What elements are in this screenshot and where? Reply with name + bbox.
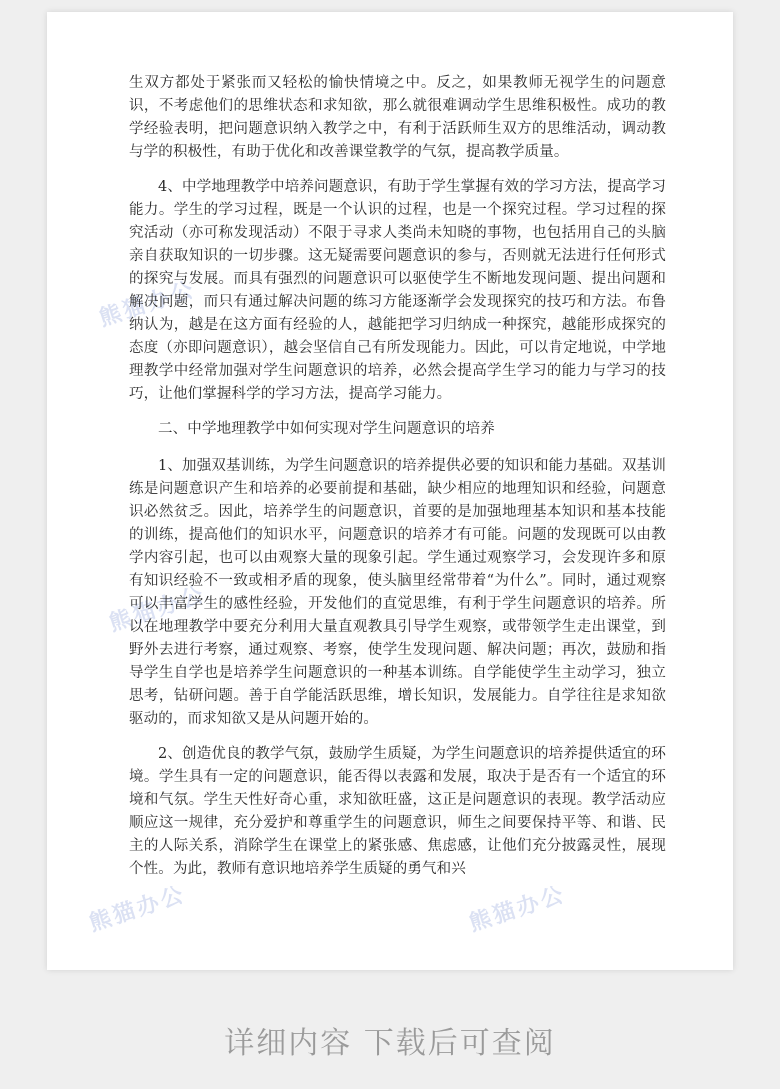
download-prompt: 详细内容 下载后可查阅 (224, 1026, 556, 1061)
document-page (47, 12, 733, 970)
watermark: 熊猫办公 (96, 277, 200, 332)
section-heading: 二、中学地理教学中如何实现对学生问题意识的培养 (158, 421, 495, 437)
paragraph-point-4: 4、中学地理教学中培养问题意识，有助于学生掌握有效的学习方法，提高学习能力。学生的学习过程，既是一个认识的过程，也是一个探究过程。学习过程的探究活动（亦可称发现活动）不限于寻求人类尚未知晓的事物，也包括用自己的头脑亲自获取知识的一切步骤。这无疑需要问题意识的参与，否则就无法进行任何形式的探究与发展。而具有强烈的问题意识可以驱使学生不断地发现问题、提出问题和解决问题，而只有通过解决问题的练习方能逐渐学会发现探究的技巧和方法。布鲁纳认为，越是在这方面有经验的人，越能把学习归纳成一种探究，越能形成探究的态度（亦即问题意识），越会坚信自己有所发现能力。因此，可以肯定地说，中学地理教学中经常加强对学生问题意识的培养，必然会提高学生学习的能力与学习的技巧，让他们掌握科学的学习方法，提高学习能力。 (129, 179, 666, 402)
paragraph-continuation: 生双方都处于紧张而又轻松的愉快情境之中。反之，如果教师无视学生的问题意识，不考虑他们的思维状态和求知欲，那么就很难调动学生思维积极性。成功的教学经验表明，把问题意识纳入教学之中，有利于活跃师生双方的思维活动，调动教与学的积极性，有助于优化和改善课堂教学的气氛，提高教学质量。 (129, 75, 666, 160)
watermark: 熊猫办公 (106, 582, 210, 637)
watermark: 熊猫办公 (86, 882, 190, 937)
watermark: 熊猫办公 (466, 882, 570, 937)
paragraph-point-2: 2、创造优良的教学气氛，鼓励学生质疑，为学生问题意识的培养提供适宜的环境。学生具有一定的问题意识，能否得以表露和发展，取决于是否有一个适宜的环境和气氛。学生天性好奇心重，求知欲旺盛，这正是问题意识的表现。教学活动应顺应这一规律，充分爱护和尊重学生的问题意识，师生之间要保持平等、和谐、民主的人际关系，消除学生在课堂上的紧张感、焦虑感，让他们充分披露灵性，展现个性。为此，教师有意识地培养学生质疑的勇气和兴 (129, 746, 666, 877)
paragraph-point-1: 1、加强双基训练，为学生问题意识的培养提供必要的知识和能力基础。双基训练是问题意识产生和培养的必要前提和基础，缺少相应的地理知识和经验，问题意识必然贫乏。因此，培养学生的问题意识，首要的是加强地理基本知识和基本技能的训练，提高他们的知识水平，问题意识的培养才有可能。问题的发现既可以由教学内容引起，也可以由观察大量的现象引起。学生通过观察学习，会发现许多和原有知识经验不一致或相矛盾的现象，使头脑里经常带着“为什么”。同时，通过观察可以丰富学生的感性经验，开发他们的直觉思维，有利于学生问题意识的培养。所以在地理教学中要充分利用大量直观教具引导学生观察，或带领学生走出课堂，到野外去进行考察，通过观察、考察，使学生发现问题、解决问题；再次，鼓励和指导学生自学也是培养学生问题意识的一种基本训练。自学能使学生主动学习，独立思考，钻研问题。善于自学能活跃思维，增长知识，发展能力。自学往往是求知欲驱动的，而求知欲又是从问题开始的。 (129, 458, 666, 727)
document-body (129, 72, 666, 893)
